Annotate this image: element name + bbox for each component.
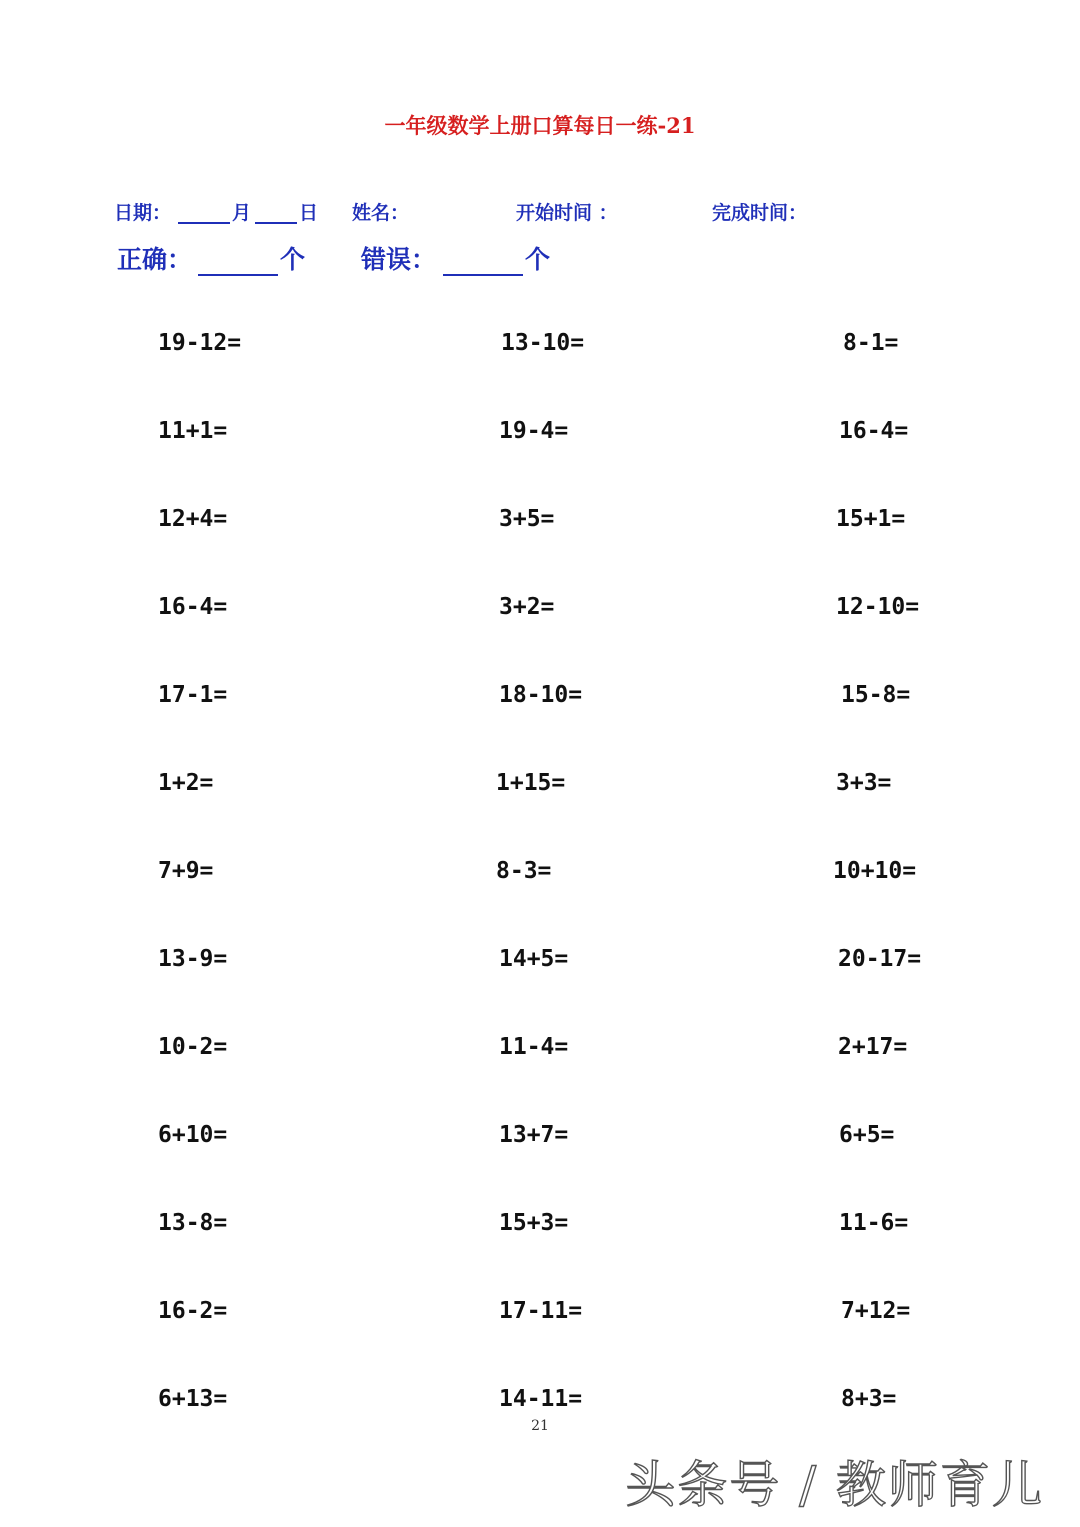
problem: 7+9=	[158, 858, 214, 884]
problem: 6+13=	[158, 1386, 228, 1412]
date-label: 日期：	[114, 202, 172, 224]
problem: 10+10=	[833, 858, 917, 884]
problem: 6+5=	[839, 1122, 895, 1148]
problem: 11+1=	[158, 418, 228, 444]
problem: 17-1=	[158, 682, 228, 708]
problem: 18-10=	[499, 682, 583, 708]
problem-row	[0, 594, 1080, 634]
correct-unit: 个	[280, 245, 306, 274]
problem-row	[0, 946, 1080, 986]
problem: 10-2=	[158, 1034, 228, 1060]
problem: 15+3=	[499, 1210, 569, 1236]
problem: 15+1=	[836, 506, 906, 532]
problem: 11-4=	[499, 1034, 569, 1060]
problem: 3+3=	[836, 770, 892, 796]
problem-row	[0, 682, 1080, 722]
problem-row	[0, 858, 1080, 898]
problem: 1+2=	[158, 770, 214, 796]
problem: 11-6=	[839, 1210, 909, 1236]
problem: 16-4=	[839, 418, 909, 444]
problem-row	[0, 418, 1080, 458]
day-label: 日	[299, 202, 319, 224]
start-time-label: 开始时间 ：	[516, 202, 618, 224]
problem-row	[0, 506, 1080, 546]
problem: 13-10=	[501, 330, 585, 356]
problem: 14+5=	[499, 946, 569, 972]
name-label: 姓名：	[352, 202, 410, 224]
problem: 16-2=	[158, 1298, 228, 1324]
problem: 8-1=	[843, 330, 899, 356]
problem-row	[0, 330, 1080, 370]
problem-row	[0, 1122, 1080, 1162]
wrong-label: 错误：	[361, 245, 437, 274]
worksheet-title: 一年级数学上册口算每日一练-21	[384, 113, 696, 138]
problem: 3+5=	[499, 506, 555, 532]
problem: 12+4=	[158, 506, 228, 532]
correct-label: 正确：	[117, 245, 193, 274]
problem: 19-4=	[499, 418, 569, 444]
page-number: 21	[531, 1418, 549, 1434]
problem: 12-10=	[836, 594, 920, 620]
problem: 8+3=	[841, 1386, 897, 1412]
problem: 17-11=	[499, 1298, 583, 1324]
problem: 13+7=	[499, 1122, 569, 1148]
month-label: 月	[232, 202, 252, 224]
problem: 13-9=	[158, 946, 228, 972]
watermark-text: 头条号 / 教师育儿	[625, 1456, 1044, 1514]
problem-row	[0, 1298, 1080, 1338]
problem: 2+17=	[838, 1034, 908, 1060]
problem: 19-12=	[158, 330, 242, 356]
problem-row	[0, 1034, 1080, 1074]
problem: 1+15=	[496, 770, 566, 796]
problem: 6+10=	[158, 1122, 228, 1148]
finish-time-label: 完成时间：	[712, 202, 808, 224]
problem: 8-3=	[496, 858, 552, 884]
wrong-unit: 个	[525, 245, 551, 274]
problem: 14-11=	[499, 1386, 583, 1412]
problem: 16-4=	[158, 594, 228, 620]
problem: 3+2=	[499, 594, 555, 620]
problem-row	[0, 1210, 1080, 1250]
problem: 13-8=	[158, 1210, 228, 1236]
problem: 7+12=	[841, 1298, 911, 1324]
problem: 20-17=	[838, 946, 922, 972]
problem-row	[0, 770, 1080, 810]
problem: 15-8=	[841, 682, 911, 708]
